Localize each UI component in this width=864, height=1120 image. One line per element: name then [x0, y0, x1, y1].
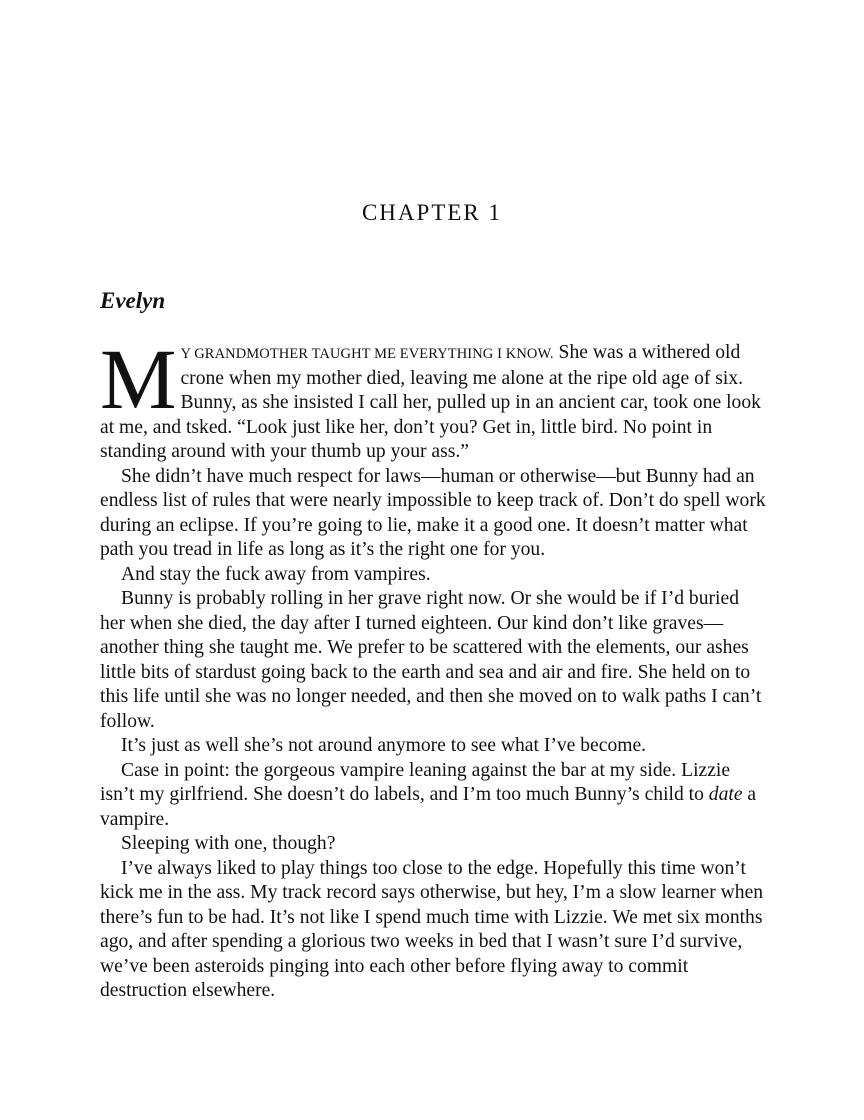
paragraph-3: And stay the fuck away from vampires.	[121, 563, 431, 585]
paragraph-7: Sleeping with one, though?	[121, 833, 336, 854]
paragraph-6-start: Case in point: the gorgeous vampire leaning against the bar at my side. Lizzie isn’t my girlfriend. She doesn’t do labels, and I’m too much Bunny’s child to	[100, 759, 731, 805]
paragraph-1	[100, 331, 768, 465]
chapter-heading: CHAPTER 1	[361, 200, 503, 225]
drop-cap: M	[100, 331, 177, 427]
pov-character-name: Evelyn	[100, 288, 166, 313]
chapter-body	[100, 331, 768, 1004]
paragraph-2: She didn’t have much respect for laws—human or otherwise—but Bunny had an endless list of rules that were nearly impossible to keep track of. Don’t do spell work during an eclipse. If you’re going to lie, make it a good one. It doesn’t matter what path you tread in life as long as it’s the right one for you.	[100, 465, 766, 560]
paragraph-6-end: a vampire.	[100, 784, 757, 830]
small-caps-lead-in: Y GRANDMOTHER TAUGHT ME EVERYTHING I KNOW.	[180, 346, 554, 362]
paragraph-4: Bunny is probably rolling in her grave right now. Or she would be if I’d buried her when she died, the day after I turned eighteen. Our kind don’t like graves—another thing she taught me. We prefer to be scattered with the elements, our ashes little bits of stardust going back to the earth and sea and air and fire. She held on to this life until she was no longer needed, and then she moved on to walk paths I can’t follow.	[100, 588, 762, 732]
paragraph-6-emphasis: date	[708, 784, 743, 805]
paragraph-5: It’s just as well she’s not around anymore to see what I’ve become.	[121, 735, 647, 756]
paragraph-8: I’ve always liked to play things too close to the edge. Hopefully this time won’t kick me in the ass. My track record says otherwise, but hey, I’m a slow learner when there’s fun to be had. It’s not like I spend much time with Lizzie. We met six months ago, and after spending a glorious two weeks in bed that I wasn’t sure I’d survive, we’ve been asteroids pinging into each other before flying away to commit destruction elsewhere.	[100, 857, 764, 1001]
paragraph-1-text: She was a withered old crone when my mother died, leaving me alone at the ripe old age of six. Bunny, as she insisted I call her, pulled up in an ancient car, took one look at me, and tsked. “Look just like her, don’t you? Get in, little bird. No point in standing around with your thumb up your ass.”	[100, 342, 761, 462]
paragraph-6	[100, 759, 768, 833]
